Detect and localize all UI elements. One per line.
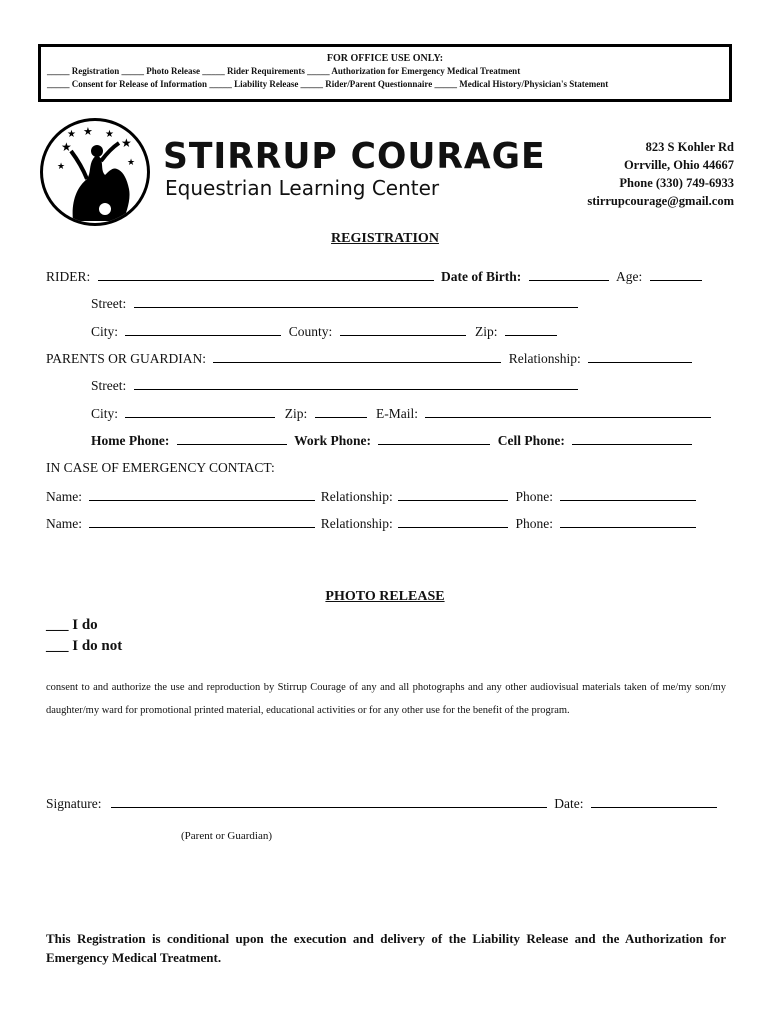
- rider-row: [46, 268, 702, 285]
- photo-release-title: PHOTO RELEASE: [325, 589, 445, 604]
- office-checklist-row-1: _____ Registration _____ Photo Release _____ Rider Requirements _____ Authorization for Emergency Medical Treatment: [47, 66, 521, 76]
- parents-street-field[interactable]: [134, 377, 578, 390]
- office-use-box: [38, 44, 732, 102]
- rider-street-field[interactable]: [134, 295, 578, 308]
- rider-label: RIDER:: [46, 269, 91, 284]
- relationship-label: Relationship:: [320, 489, 393, 504]
- address-email: stirrupcourage@gmail.com: [587, 194, 734, 208]
- parents-city-field[interactable]: [125, 405, 275, 418]
- relationship-label: Relationship:: [320, 516, 393, 531]
- logo-emblem: [40, 118, 150, 226]
- age-field[interactable]: [650, 268, 702, 281]
- signature-row: [46, 795, 717, 812]
- emergency-contact-row-2: [46, 515, 696, 532]
- i-do-not-option[interactable]: ___ I do not: [46, 638, 123, 654]
- parents-name-field[interactable]: [213, 350, 501, 363]
- address-block: [587, 138, 734, 210]
- emergency-contact-row-1: [46, 488, 696, 505]
- county-label: County:: [288, 324, 333, 339]
- parents-street-row: [91, 377, 578, 394]
- parents-row: [46, 350, 692, 367]
- office-heading: FOR OFFICE USE ONLY:: [326, 53, 444, 64]
- emergency-heading: IN CASE OF EMERGENCY CONTACT:: [46, 460, 275, 475]
- work-phone-label: Work Phone:: [294, 433, 372, 448]
- street-label: Street:: [91, 296, 127, 311]
- parents-email-field[interactable]: [425, 405, 711, 418]
- rider-county-field[interactable]: [340, 323, 466, 336]
- age-label: Age:: [616, 269, 643, 284]
- signature-label: Signature:: [46, 796, 102, 811]
- svg-text:★: ★: [105, 129, 114, 140]
- i-do-option[interactable]: ___ I do: [46, 617, 98, 633]
- city-label: City:: [91, 324, 119, 339]
- phone-label: Phone:: [515, 516, 554, 531]
- address-phone: Phone (330) 749-6933: [619, 176, 734, 190]
- rider-city-field[interactable]: [125, 323, 281, 336]
- svg-text:★: ★: [57, 161, 66, 171]
- cell-phone-label: Cell Phone:: [497, 433, 565, 448]
- home-phone-field[interactable]: [177, 432, 287, 445]
- conditional-notice: This Registration is conditional upon the execution and delivery of the Liability Release and the Authorization for Emergency Medical Treatment.: [46, 931, 726, 965]
- parents-zip-field[interactable]: [315, 405, 367, 418]
- svg-text:★: ★: [127, 157, 136, 167]
- parents-label: PARENTS OR GUARDIAN:: [46, 351, 207, 366]
- zip-label: Zip:: [284, 406, 308, 421]
- email-label: E-Mail:: [376, 406, 419, 421]
- emergency-relationship-field-2[interactable]: [398, 515, 508, 528]
- office-checklist-row-2: _____ Consent for Release of Information _____ Liability Release _____ Rider/Parent Questionnaire _____ Medical History/Physician's Statement: [47, 79, 609, 89]
- svg-text:★: ★: [67, 129, 76, 140]
- street-label: Street:: [91, 378, 127, 393]
- date-field[interactable]: [591, 795, 717, 808]
- cell-phone-field[interactable]: [572, 432, 692, 445]
- parent-guardian-note: (Parent or Guardian): [181, 830, 273, 842]
- phones-row: [91, 432, 692, 449]
- svg-text:★: ★: [83, 126, 93, 138]
- rider-street-row: [91, 295, 578, 312]
- rider-city-row: [91, 323, 557, 340]
- name-label: Name:: [46, 489, 82, 504]
- parents-city-row: [91, 405, 711, 422]
- consent-paragraph: consent to and authorize the use and reproduction by Stirrup Courage of any and all photographs and any other audiovisual materials taken of me/my son/my daughter/my ward for promotional printed material, educational activities or for any other use for the benefit of the program.: [46, 682, 726, 716]
- parents-relationship-field[interactable]: [588, 350, 692, 363]
- brand-name: STIRRUP COURAGE: [163, 136, 546, 177]
- svg-text:★: ★: [61, 140, 72, 154]
- registration-title: REGISTRATION: [331, 231, 439, 246]
- rider-name-field[interactable]: [98, 268, 434, 281]
- brand-subtitle: Equestrian Learning Center: [165, 176, 440, 200]
- zip-label: Zip:: [475, 324, 498, 339]
- emergency-relationship-field-1[interactable]: [398, 488, 508, 501]
- name-label: Name:: [46, 516, 82, 531]
- phone-label: Phone:: [515, 489, 554, 504]
- signature-field[interactable]: [111, 795, 547, 808]
- address-city: Orrville, Ohio 44667: [623, 158, 734, 172]
- emergency-name-field-1[interactable]: [89, 488, 315, 501]
- city-label: City:: [91, 406, 119, 421]
- dob-label: Date of Birth:: [441, 269, 522, 284]
- emergency-phone-field-1[interactable]: [560, 488, 696, 501]
- svg-text:★: ★: [121, 136, 132, 150]
- date-label: Date:: [554, 796, 584, 811]
- rider-zip-field[interactable]: [505, 323, 557, 336]
- rider-horse-icon: [43, 121, 147, 223]
- work-phone-field[interactable]: [378, 432, 490, 445]
- emergency-name-field-2[interactable]: [89, 515, 315, 528]
- emergency-phone-field-2[interactable]: [560, 515, 696, 528]
- dob-field[interactable]: [529, 268, 609, 281]
- address-street: 823 S Kohler Rd: [645, 140, 734, 154]
- relationship-label: Relationship:: [508, 351, 581, 366]
- home-phone-label: Home Phone:: [91, 433, 170, 448]
